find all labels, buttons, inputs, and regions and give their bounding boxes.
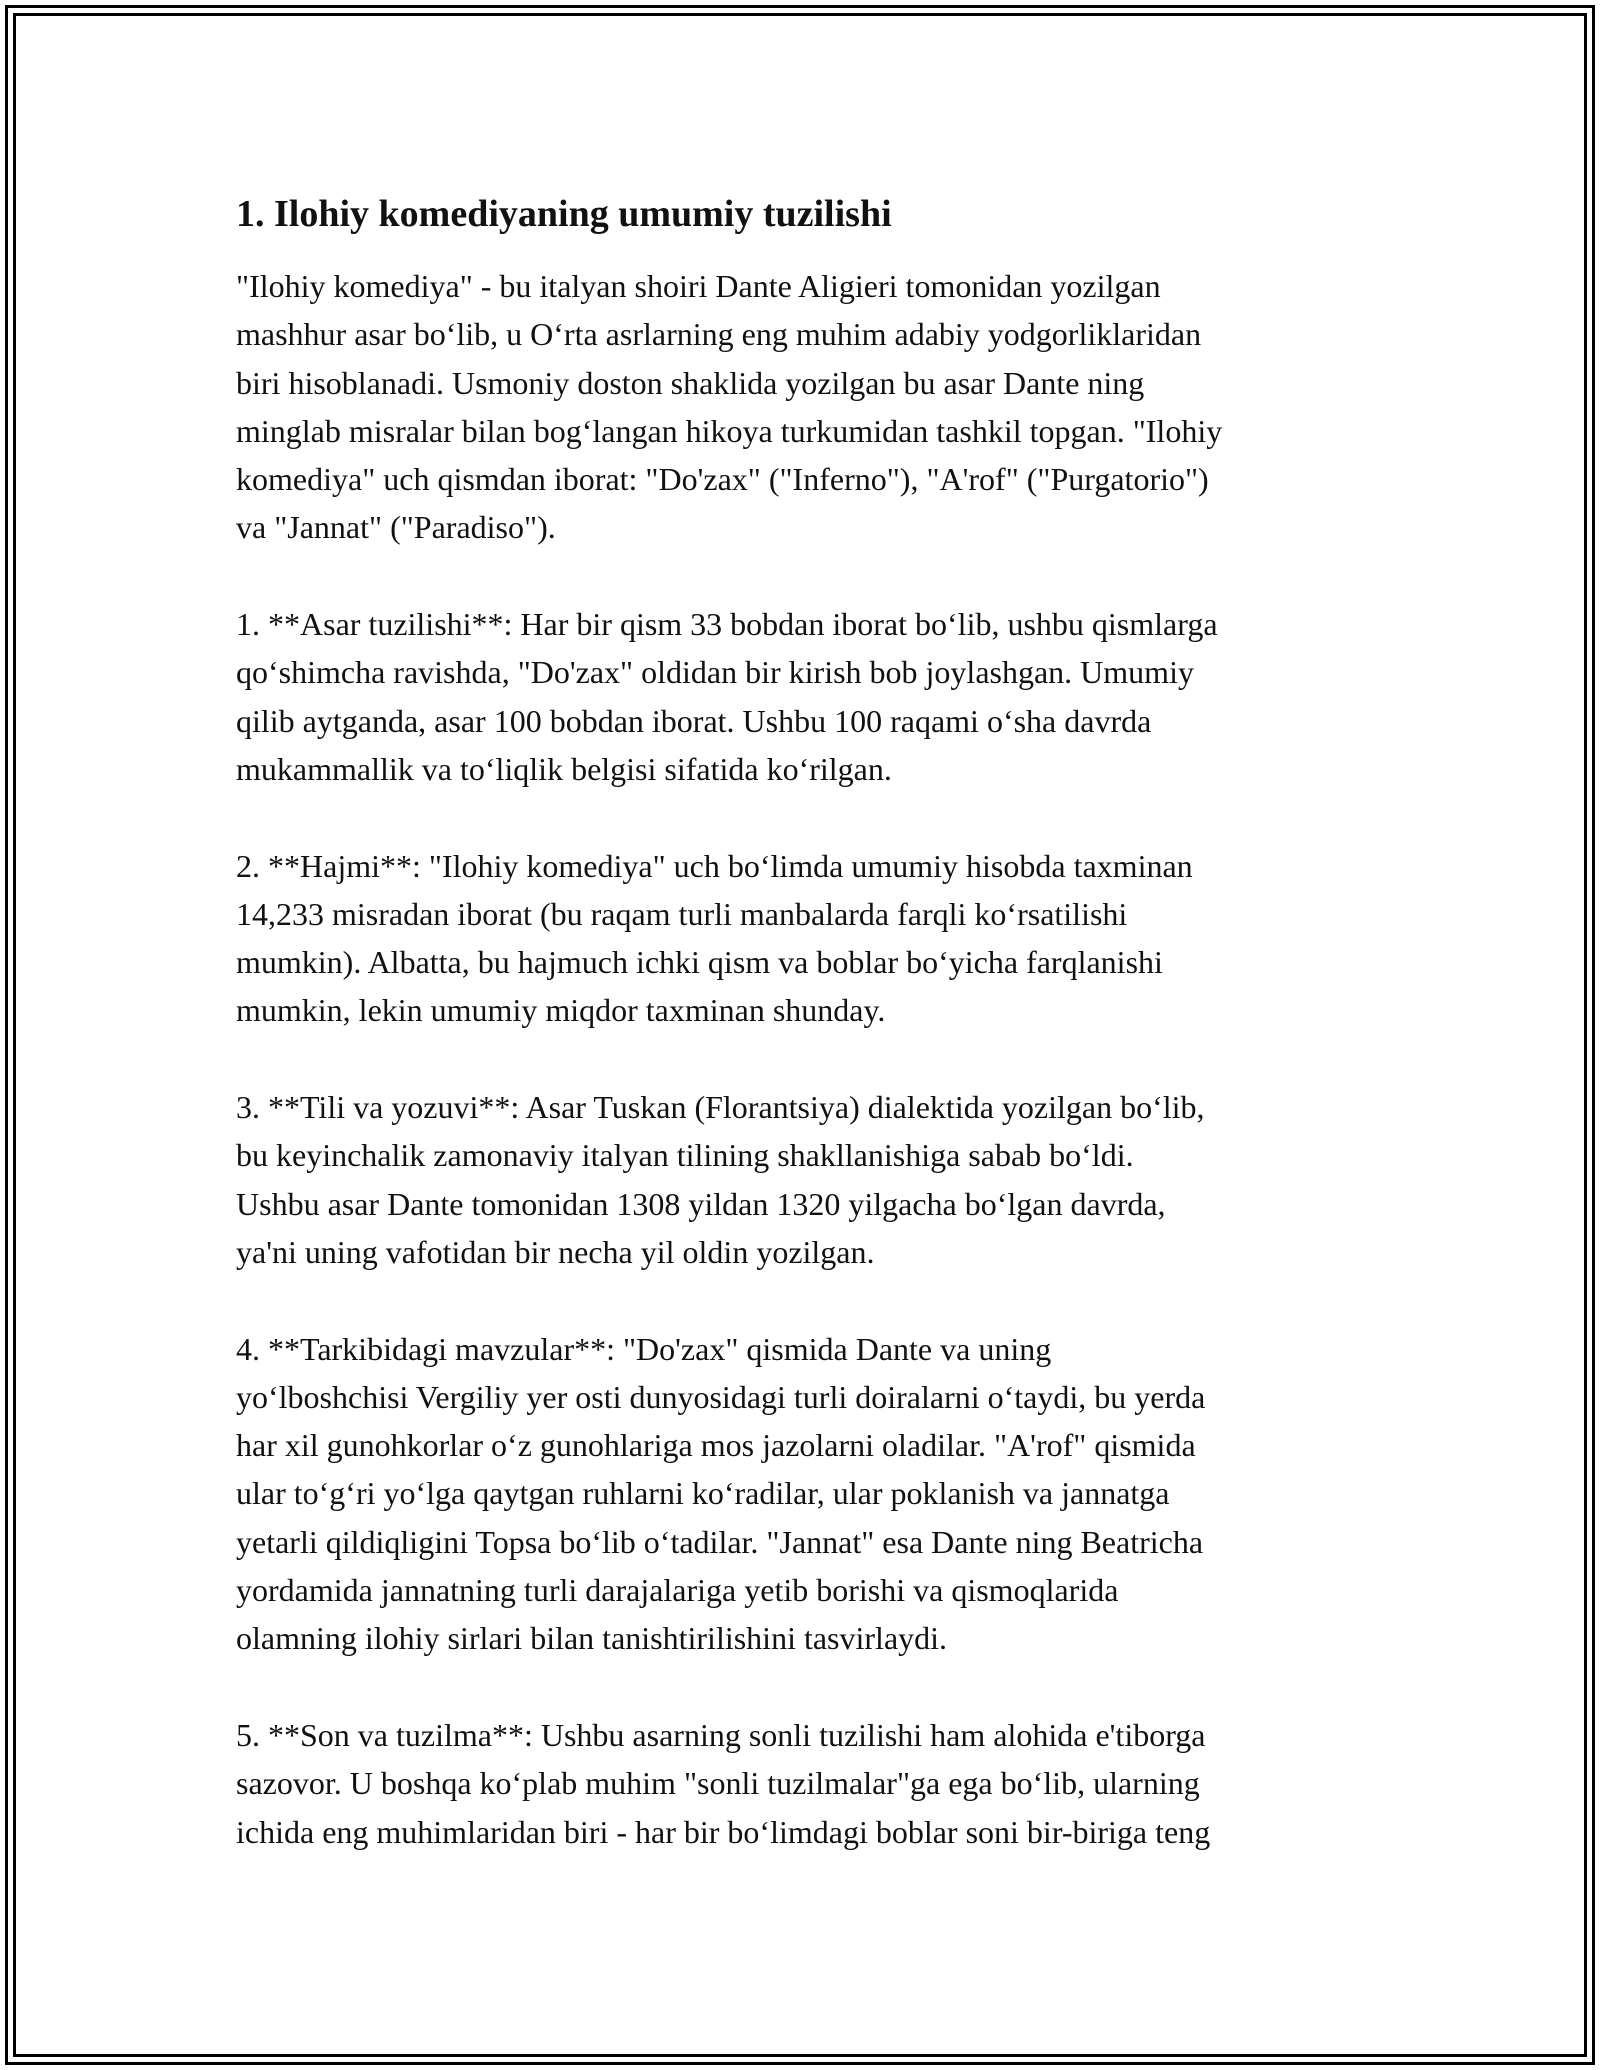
- text-line: ichida eng muhimlaridan biri - har bir bo‘limdagi boblar soni bir-biriga teng: [236, 1813, 1211, 1850]
- text-line: ular to‘g‘ri yo‘lga qaytgan ruhlarni ko‘radilar, ular poklanish va jannatga: [236, 1475, 1170, 1512]
- text-line: 3. **Tili va yozuvi**: Asar Tuskan (Florantsiya) dialektida yozilgan bo‘lib,: [236, 1089, 1205, 1126]
- text-line: va "Jannat" ("Paradiso").: [236, 509, 556, 546]
- text-line: yordamida jannatning turli darajalariga yetib borishi va qismoqlarida: [236, 1572, 1119, 1609]
- page-title: 1. Ilohiy komediyaning umumiy tuzilishi: [236, 193, 892, 235]
- text-line: qo‘shimcha ravishda, "Do'zax" oldidan bir kirish bob joylashgan. Umumiy: [236, 654, 1194, 691]
- text-line: komediya" uch qismdan iborat: "Do'zax" ("Inferno"), "A'rof" ("Purgatorio"): [236, 461, 1209, 498]
- text-line: mukammallik va to‘liqlik belgisi sifatida ko‘rilgan.: [236, 750, 892, 787]
- text-line: 5. **Son va tuzilma**: Ushbu asarning sonli tuzilishi ham alohida e'tiborga: [236, 1716, 1206, 1753]
- text-line: Ushbu asar Dante tomonidan 1308 yildan 1320 yilgacha bo‘lgan davrda,: [236, 1185, 1166, 1222]
- text-line: ya'ni uning vafotidan bir necha yil oldin yozilgan.: [236, 1233, 875, 1270]
- text-line: minglab misralar bilan bog‘langan hikoya turkumidan tashkil topgan. "Ilohiy: [236, 412, 1223, 449]
- text-line: 1. **Asar tuzilishi**: Har bir qism 33 bobdan iborat bo‘lib, ushbu qismlarga: [236, 606, 1218, 643]
- text-line: mumkin). Albatta, bu hajmuch ichki qism va boblar bo‘yicha farqlanishi: [236, 944, 1163, 981]
- section-structure-paragraph: [236, 600, 1386, 793]
- text-line: mumkin, lekin umumiy miqdor taxminan shunday.: [236, 992, 886, 1029]
- text-line: 4. **Tarkibidagi mavzular**: "Do'zax" qismida Dante va uning: [236, 1330, 1052, 1367]
- text-line: mashhur asar bo‘lib, u O‘rta asrlarning eng muhim adabiy yodgorliklaridan: [236, 316, 1202, 353]
- text-line: yo‘lboshchisi Vergiliy yer osti dunyosidagi turli doiralarni o‘taydi, bu yerda: [236, 1378, 1206, 1415]
- text-line: sazovor. U boshqa ko‘plab muhim "sonli tuzilmalar"ga ega bo‘lib, ularning: [236, 1765, 1200, 1802]
- document-body: [236, 186, 1386, 1856]
- section-language-paragraph: [236, 1083, 1386, 1276]
- text-line: "Ilohiy komediya" - bu italyan shoiri Dante Aligieri tomonidan yozilgan: [236, 268, 1161, 304]
- section-volume-paragraph: [236, 842, 1386, 1035]
- text-line: bu keyinchalik zamonaviy italyan tilining shakllanishiga sabab bo‘ldi.: [236, 1137, 1134, 1174]
- text-line: 14,233 misradan iborat (bu raqam turli manbalarda farqli ko‘rsatilishi: [236, 895, 1128, 932]
- text-line: yetarli qildiqligini Topsa bo‘lib o‘tadilar. "Jannat" esa Dante ning Beatricha: [236, 1523, 1204, 1560]
- section-themes-paragraph: [236, 1325, 1386, 1663]
- section-numbers-paragraph: [236, 1711, 1386, 1856]
- text-line: biri hisoblanadi. Usmoniy doston shaklida yozilgan bu asar Dante ning: [236, 364, 1145, 401]
- text-line: qilib aytganda, asar 100 bobdan iborat. Ushbu 100 raqami o‘sha davrda: [236, 702, 1152, 739]
- text-line: 2. **Hajmi**: "Ilohiy komediya" uch bo‘limda umumiy hisobda taxminan: [236, 847, 1193, 884]
- text-line: har xil gunohkorlar o‘z gunohlariga mos jazolarni oladilar. "A'rof" qismida: [236, 1427, 1196, 1464]
- intro-paragraph: [236, 262, 1386, 552]
- text-line: olamning ilohiy sirlari bilan tanishtirilishini tasvirlaydi.: [236, 1620, 948, 1657]
